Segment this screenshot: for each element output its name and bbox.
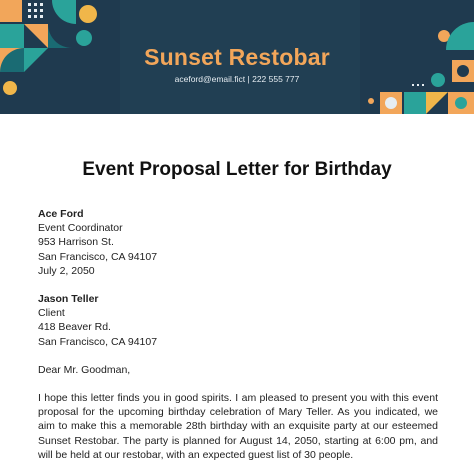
body-paragraph: I hope this letter finds you in good spirits. I am pleased to present you with this event proposal for the upcoming birthday celebration of Mary Teller. As you indicated, we aim to make this a memorable 28th birthday with an exquisite party at our esteemed Sunset Restobar. The party is planned for August 14, 2050, starting at 6:00 pm, and will be held at our restobar, with an expected guest list of 30 people. bbox=[38, 392, 438, 461]
sender-role: Event Coordinator bbox=[38, 222, 123, 235]
recipient-role: Client bbox=[38, 307, 65, 320]
sender-name: Ace Ford bbox=[38, 208, 84, 220]
document-title: Event Proposal Letter for Birthday bbox=[82, 159, 392, 180]
header-banner bbox=[0, 0, 474, 114]
contact-line: aceford@email.fict | 222 555 777 bbox=[174, 74, 300, 84]
salutation: Dear Mr. Goodman, bbox=[38, 364, 131, 376]
sender-city: San Francisco, CA 94107 bbox=[38, 250, 158, 263]
recipient-street: 418 Beaver Rd. bbox=[38, 321, 111, 334]
recipient-city: San Francisco, CA 94107 bbox=[38, 335, 158, 348]
sender-street: 953 Harrison St. bbox=[38, 236, 114, 249]
recipient-block bbox=[38, 292, 157, 349]
recipient-name: Jason Teller bbox=[38, 293, 99, 305]
letter-date: July 2, 2050 bbox=[38, 264, 95, 277]
brand-name: Sunset Restobar bbox=[144, 44, 330, 70]
sender-block bbox=[38, 207, 157, 278]
